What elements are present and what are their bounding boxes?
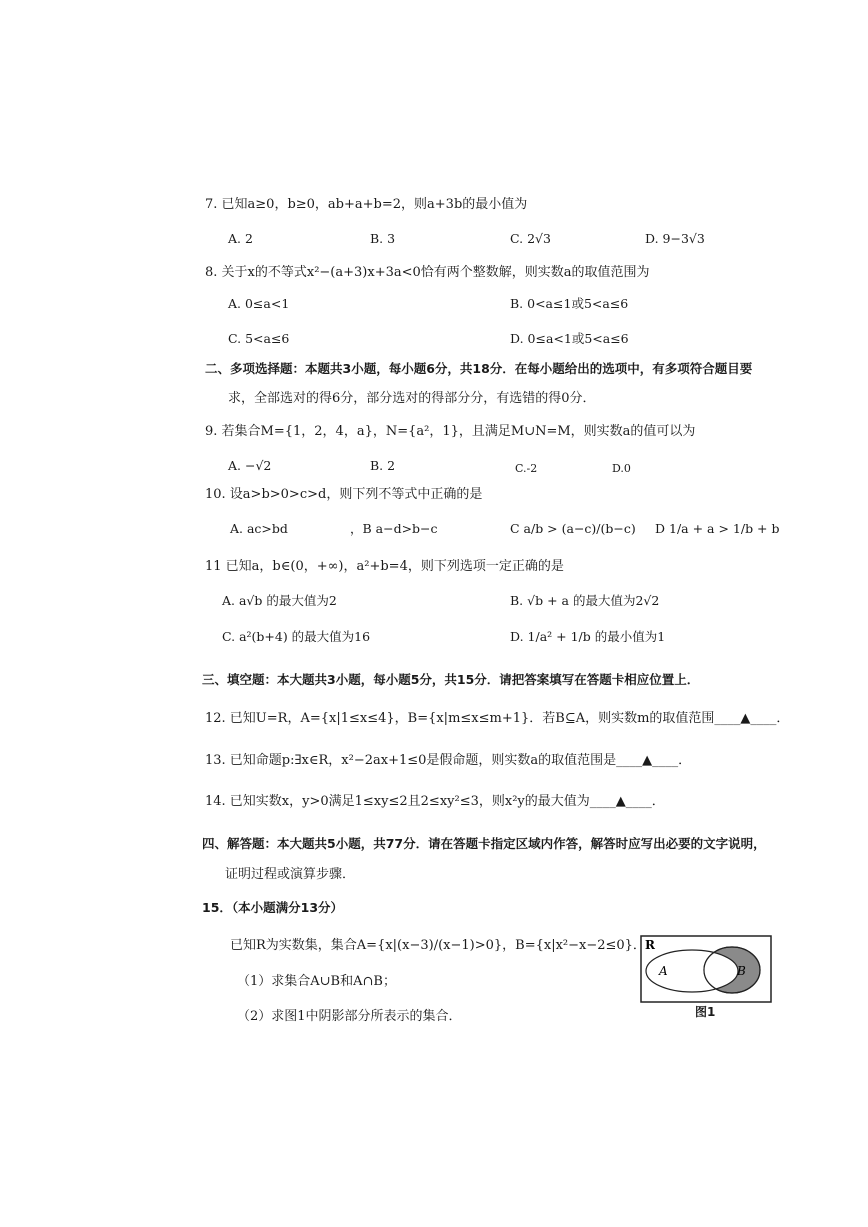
section2-heading: 二、多项选择题：本题共3小题，每小题6分，共18分．在每小题给出的选项中，有多项符合题目要 bbox=[205, 361, 753, 376]
q9-stem: 9. 若集合M={1，2，4，a}，N={a²，1}，且满足M∪N=M，则实数a的值可以为 bbox=[205, 424, 696, 439]
section3-heading: 三、填空题：本大题共3小题，每小题5分，共15分．请把答案填写在答题卡相应位置上． bbox=[202, 672, 700, 687]
q8-option-c: C. 5<a≤6 bbox=[228, 331, 290, 346]
section4-instructions: 证明过程或演算步骤． bbox=[225, 867, 356, 882]
q13: 13. 已知命题p:∃x∈R，x²−2ax+1≤0是假命题，则实数a的取值范围是____▲____． bbox=[205, 753, 692, 768]
q9-option-c: C.-2 bbox=[515, 462, 538, 475]
q11-option-d: D. 1/a² + 1/b 的最小值为1 bbox=[510, 629, 666, 644]
q7-stem: 7. 已知a≥0，b≥0，ab+a+b=2，则a+3b的最小值为 bbox=[205, 197, 528, 212]
universe-label: R bbox=[645, 938, 655, 952]
q10-option-b: ，B a−d>b−c bbox=[350, 521, 438, 536]
set-b-label: B bbox=[737, 964, 746, 978]
q10-option-a: A. ac>bd bbox=[230, 521, 288, 536]
q15-stem: 已知R为实数集，集合A={x|(x−3)/(x−1)>0}，B={x|x²−x−2≤0}． bbox=[230, 938, 646, 953]
q14: 14. 已知实数x，y>0满足1≤xy≤2且2≤xy²≤3，则x²y的最大值为____▲____． bbox=[205, 794, 665, 809]
q7-option-a: A. 2 bbox=[228, 231, 253, 246]
q8-option-d: D. 0≤a<1或5<a≤6 bbox=[510, 331, 629, 346]
q8-option-a: A. 0≤a<1 bbox=[228, 296, 290, 311]
q8-option-b: B. 0<a≤1或5<a≤6 bbox=[510, 296, 629, 311]
q7-option-d: D. 9−3√3 bbox=[645, 231, 705, 246]
q11-option-b: B. √b + a 的最大值为2√2 bbox=[510, 593, 660, 608]
q10-option-c: C a/b > (a−c)/(b−c) bbox=[510, 521, 636, 536]
q9-option-d: D.0 bbox=[612, 462, 631, 475]
section4-heading: 四、解答题：本大题共5小题，共77分．请在答题卡指定区域内作答，解答时应写出必要的文字说明， bbox=[202, 836, 766, 851]
q10-stem: 10. 设a>b>0>c>d，则下列不等式中正确的是 bbox=[205, 487, 483, 502]
q11-option-c: C. a²(b+4) 的最大值为16 bbox=[222, 629, 371, 644]
q15-part2: （2）求图1中阴影部分所表示的集合． bbox=[237, 1009, 462, 1024]
q8-stem: 8. 关于x的不等式x²−(a+3)x+3a<0恰有两个整数解，则实数a的取值范围为 bbox=[205, 265, 650, 280]
q9-option-b: B. 2 bbox=[370, 458, 396, 473]
set-a-label: A bbox=[659, 964, 668, 978]
q9-option-a: A. −√2 bbox=[228, 458, 272, 473]
venn-diagram-figure bbox=[640, 935, 772, 1003]
section2-instructions: 求，全部选对的得6分，部分选对的得部分分，有选错的得0分． bbox=[228, 391, 596, 406]
q10-option-d: D 1/a + a > 1/b + b bbox=[655, 521, 780, 536]
figure-caption: 图1 bbox=[695, 1005, 716, 1019]
q11-option-a: A. a√b 的最大值为2 bbox=[222, 593, 337, 608]
q15-title: 15．（本小题满分13分） bbox=[202, 900, 344, 915]
q7-option-b: B. 3 bbox=[370, 231, 396, 246]
q12: 12. 已知U=R，A={x|1≤x≤4}，B={x|m≤x≤m+1}．若B⊆A，则实数m的取值范围____▲____． bbox=[205, 711, 790, 726]
q7-option-c: C. 2√3 bbox=[510, 231, 551, 246]
q15-part1: （1）求集合A∪B和A∩B； bbox=[237, 974, 396, 989]
q11-stem: 11 已知a，b∈(0，+∞)，a²+b=4，则下列选项一定正确的是 bbox=[205, 559, 564, 574]
